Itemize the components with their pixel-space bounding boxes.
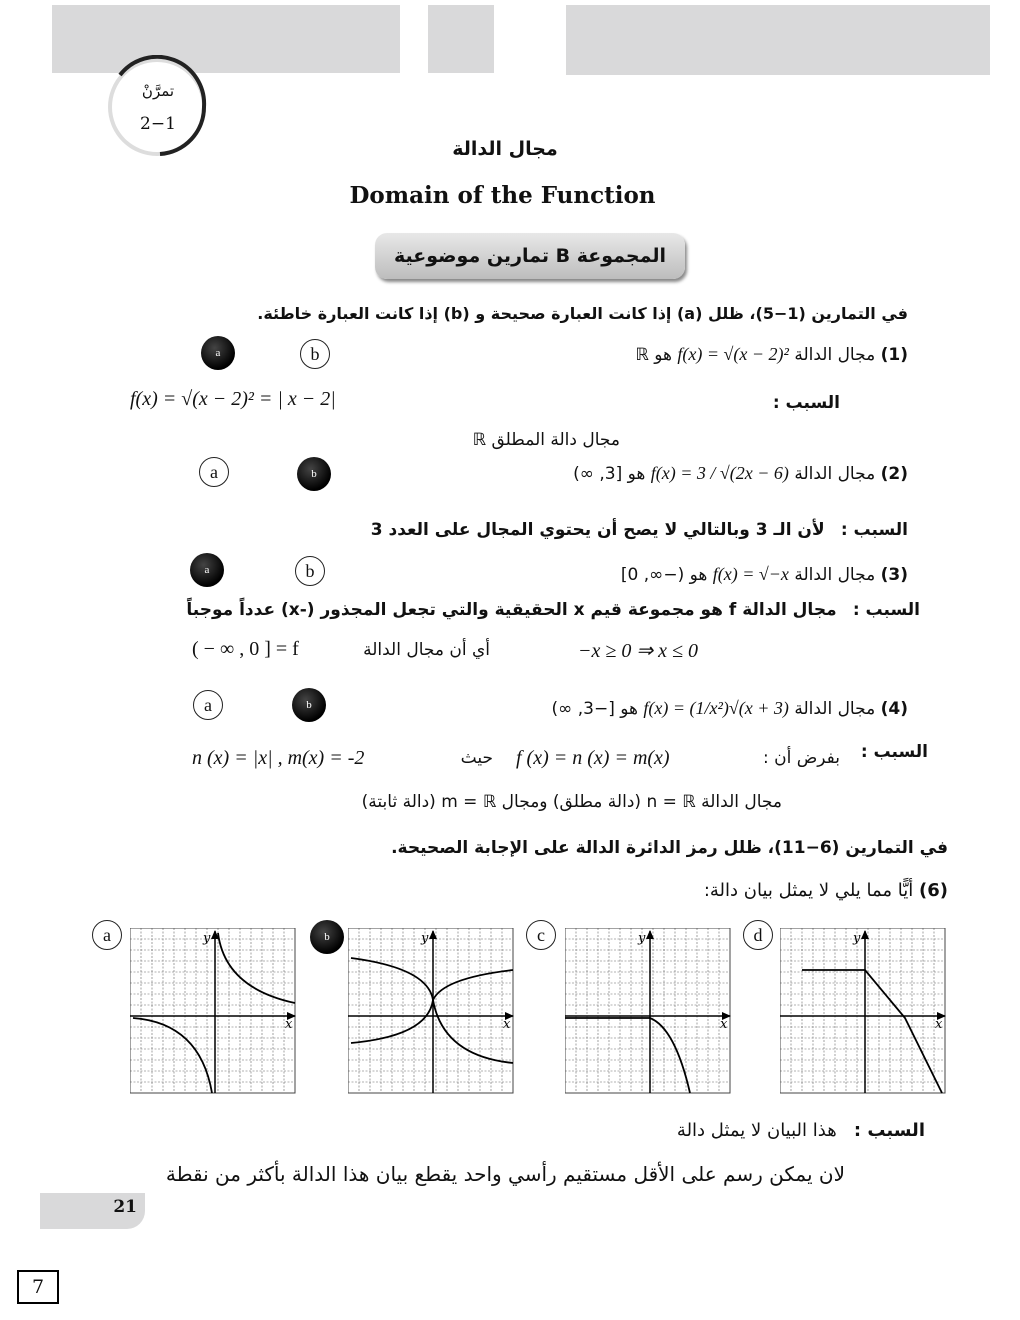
q6-explanation: لان يمكن رسم على الأقل مستقيم رأسي واحد يقطع بيان هذا الدالة بأكثر من نقطة: [165, 1162, 845, 1186]
q-math: f(x) = √(x − 2)²: [677, 344, 789, 364]
instructions-2: في التمارين (6−11)، ظلل رمز الدائرة الدالة على الإجابة الصحيحة.: [391, 838, 948, 858]
sheet-number: 7: [17, 1270, 59, 1304]
option-b-q3[interactable]: b: [295, 556, 325, 586]
x-label: x: [285, 1017, 293, 1032]
option-b-q1[interactable]: b: [300, 339, 330, 369]
reason-label: السبب :: [852, 600, 920, 620]
graph-option-c: [565, 928, 733, 1096]
option-b-q2-selected[interactable]: b: [297, 457, 331, 491]
option-b-q6-selected[interactable]: b: [310, 920, 344, 954]
q4-reason2: مجال الدالة n = ℝ (دالة مطلق) ومجال m = ℝ (دالة ثابتة): [361, 792, 782, 812]
q3-work-mid: أي أن مجال الدالة: [363, 640, 490, 660]
q1-reason: مجال دالة المطلق ℝ: [472, 430, 620, 450]
q3-reason-line: [186, 600, 920, 620]
page-number: 21: [40, 1193, 145, 1229]
reason-label: السبب :: [840, 520, 908, 540]
group-b-button[interactable]: المجموعة B تمارين موضوعية: [375, 233, 685, 279]
question-2: [573, 463, 908, 484]
option-a-q1-selected[interactable]: a: [201, 336, 235, 370]
q-text: مجال الدالة: [794, 565, 876, 585]
q3-work-left: ( − ∞ , 0 ] = f: [192, 638, 299, 660]
title-english: Domain of the Function: [349, 182, 656, 209]
q4-work1: f (x) = n (x) = m(x): [516, 747, 670, 769]
q6-reason-line: [677, 1120, 925, 1141]
y-label: y: [421, 931, 429, 946]
grid: [780, 928, 945, 1093]
question-3: [621, 564, 908, 585]
y-label: y: [638, 931, 646, 946]
reason-label: السبب :: [860, 742, 928, 762]
badge-label: تمرَّنْ: [141, 82, 175, 100]
q-text: أيًّا مما يلي لا يمثل بيان دالة:: [703, 880, 914, 901]
q4-work2: n (x) = |x| , m(x) = -2: [192, 747, 365, 769]
grid: [565, 928, 730, 1093]
q-tail: هو [3, ∞): [573, 464, 646, 484]
q-text: مجال الدالة: [794, 464, 876, 484]
q4-reason-intro: بفرض أن :: [762, 748, 840, 768]
q-math: f(x) = √−x: [712, 564, 789, 584]
q2-reason-line: [371, 520, 908, 540]
q2-reason: لأن الـ 3 وبالتالي لا يصح أن يحتوي المجال على العدد 3: [370, 520, 825, 540]
header-bar: [428, 5, 494, 73]
option-a-q3-selected[interactable]: a: [190, 553, 224, 587]
q-num: (2): [880, 464, 908, 484]
instructions-1: في التمارين (1−5)، ظلل (a) إذا كانت العبارة صحيحة و (b) إذا كانت العبارة خاطئة.: [257, 304, 908, 323]
question-4: [552, 698, 908, 719]
option-a-q6[interactable]: a: [92, 920, 122, 950]
q-num: (6): [919, 880, 948, 901]
q-num: (1): [880, 345, 908, 365]
q3-reason: مجال الدالة f هو مجموعة قيم x الحقيقية والتي تجعل المجذور (-x) عدداً موجباً: [186, 600, 837, 620]
q-tail: هو (−∞, 0]: [620, 565, 708, 585]
graph-option-d: [780, 928, 948, 1096]
q-text: مجال الدالة: [794, 345, 876, 365]
graph-option-b: [348, 928, 516, 1096]
x-label: x: [935, 1017, 943, 1032]
question-1: [635, 344, 908, 365]
option-a-q2[interactable]: a: [199, 457, 229, 487]
q-num: (4): [880, 699, 908, 719]
curve: [802, 970, 942, 1093]
q6-reason: هذا البيان لا يمثل دالة: [676, 1120, 837, 1141]
header-bar: [566, 5, 990, 75]
x-label: x: [503, 1017, 511, 1032]
y-label: y: [203, 931, 211, 946]
grid: [130, 928, 295, 1093]
option-d-q6[interactable]: d: [743, 920, 773, 950]
question-6: [704, 880, 948, 901]
reason-label: السبب :: [772, 393, 840, 413]
graph-option-a: [130, 928, 298, 1096]
q3-work-right: −x ≥ 0 ⇒ x ≤ 0: [578, 640, 698, 662]
option-b-q4-selected[interactable]: b: [292, 688, 326, 722]
q-math: f(x) = 3 / √(2x − 6): [650, 463, 789, 483]
q-tail: هو ℝ: [635, 345, 672, 365]
q-tail: هو [−3, ∞): [551, 699, 638, 719]
q-math: f(x) = (1/x²)√(x + 3): [643, 698, 789, 718]
q1-work: f(x) = √(x − 2)² = | x − 2|: [130, 388, 336, 410]
q4-where: حيث: [460, 748, 493, 768]
option-c-q6[interactable]: c: [526, 920, 556, 950]
curve: [351, 958, 513, 1063]
x-label: x: [720, 1017, 728, 1032]
title-arabic: مجال الدالة: [452, 138, 558, 160]
option-a-q4[interactable]: a: [193, 690, 223, 720]
badge-number: 2−1: [140, 114, 176, 134]
y-label: y: [853, 931, 861, 946]
curve: [133, 933, 295, 1093]
q-num: (3): [880, 565, 908, 585]
reason-label: السبب :: [853, 1120, 925, 1141]
q-text: مجال الدالة: [794, 699, 876, 719]
